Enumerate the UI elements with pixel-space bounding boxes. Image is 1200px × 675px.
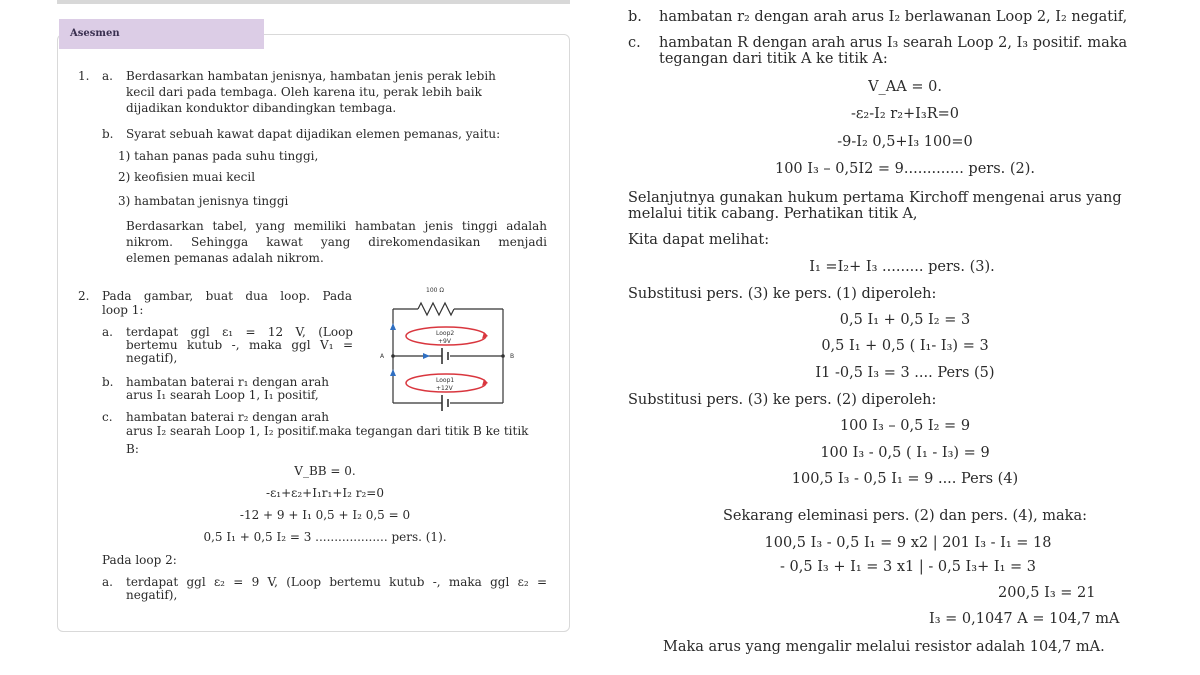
right-c-line2: tegangan dari titik A ke titik A: [659, 51, 888, 67]
node-b-label: B [510, 353, 515, 360]
tab-label: Asesmen [70, 28, 120, 39]
node-a-dot [391, 354, 395, 358]
q2-b-line2: arus I₁ searah Loop 1, I₁ positif, [126, 388, 319, 402]
q1-b-letter: b. [102, 127, 114, 141]
right-c-letter: c. [628, 35, 641, 51]
elimination-row-2: - 0,5 I₃ + I₁ = 3 x1 | - 0,5 I₃+ I₁ = 3 [780, 559, 1036, 575]
current-arrow-bottom-left [390, 369, 396, 376]
q1-a-line3: dijadikan konduktor dibandingkan tembaga. [126, 101, 397, 115]
substitusi-1: Substitusi pers. (3) ke pers. (1) diperoleh: [628, 286, 937, 302]
emf1-text: +12V [436, 385, 453, 392]
eq-pers-5: I1 -0,5 I₃ = 3 .... Pers (5) [815, 365, 995, 381]
kita-melihat: Kita dapat melihat: [628, 232, 770, 248]
kirchhoff-line2: melalui titik cabang. Perhatikan titik A, [628, 206, 918, 222]
loop2-label: Pada loop 2: [102, 553, 177, 567]
emf2-text: +9V [438, 338, 451, 345]
node-b-dot [501, 354, 505, 358]
q2-intro-line1: Pada gambar, buat dua loop. Pada [102, 289, 352, 303]
assessment-tab [59, 19, 264, 49]
eq-vaa: V_AA = 0. [868, 79, 942, 95]
eq-pers-1: 0,5 I₁ + 0,5 I₂ = 3 ................... pers. (1). [203, 530, 447, 544]
q2-number: 2. [78, 289, 90, 303]
right-b-letter: b. [628, 9, 642, 25]
eq-pers-3: I₁ =I₂+ I₃ ......... pers. (3). [809, 259, 995, 275]
eq-loop2-kvl: -ε₂-I₂ r₂+I₃R=0 [851, 106, 959, 122]
q1-item-3: 3) hambatan jenisnya tinggi [118, 194, 289, 208]
eq-pers-2: 100 I₃ – 0,5I2 = 9............. pers. (2). [774, 161, 1036, 177]
eq-sub1-a: 0,5 I₁ + 0,5 I₂ = 3 [839, 312, 971, 328]
q1-item-2: 2) keofisien muai kecil [118, 170, 256, 184]
elimination-row-1: 100,5 I₃ - 0,5 I₁ = 9 x2 | 201 I₃ - I₁ = 18 [764, 535, 1052, 551]
q2-intro-line2: loop 1: [102, 303, 144, 317]
q1-a-letter: a. [102, 69, 113, 83]
q2-a-letter: a. [102, 325, 113, 339]
top-divider [57, 0, 570, 4]
q2-c-letter: c. [102, 410, 113, 424]
q1-item-1: 1) tahan panas pada suhu tinggi, [118, 149, 319, 163]
loop2-a-letter: a. [102, 575, 113, 589]
result-current: I₃ = 0,1047 A = 104,7 mA [929, 611, 1120, 627]
eq-loop1-kvl: -ε₁+ε₂+I₁r₁+I₂ r₂=0 [266, 486, 384, 500]
result-sum: 200,5 I₃ = 21 [998, 585, 1096, 601]
q1-number: 1. [78, 69, 90, 83]
q1-conclusion-line3: elemen pemanas adalah nikrom. [126, 251, 324, 265]
q2-c-line1: hambatan baterai r₂ dengan arah [126, 410, 329, 424]
right-b-text: hambatan r₂ dengan arah arus I₂ berlawanan Loop 2, I₂ negatif, [659, 9, 1128, 25]
q2-a-line3: negatif), [126, 351, 178, 365]
q2-c-line2: arus I₂ searah Loop 1, I₂ positif.maka tegangan dari titik B ke titik [126, 424, 529, 438]
resistor-label: 100 Ω [426, 287, 444, 294]
final-conclusion: Maka arus yang mengalir melalui resistor adalah 104,7 mA. [663, 639, 1105, 655]
eq-sub2-b: 100 I₃ - 0,5 ( I₁ - I₃) = 9 [820, 445, 990, 461]
eq-vbb: V_BB = 0. [294, 464, 356, 478]
loop2-a-line2: negatif), [126, 588, 178, 602]
q2-a-line2: bertemu kutub -, maka ggl V₁ = [126, 338, 353, 352]
q2-b-line1: hambatan baterai r₁ dengan arah [126, 375, 329, 389]
current-arrow-middle [423, 353, 430, 359]
eq-sub1-b: 0,5 I₁ + 0,5 ( I₁- I₃) = 3 [821, 338, 989, 354]
eq-loop2-numeric: -9-I₂ 0,5+I₃ 100=0 [837, 134, 973, 150]
resistor-100-ohm [418, 303, 454, 315]
eq-sub2-a: 100 I₃ – 0,5 I₂ = 9 [839, 418, 971, 434]
q1-b-text: Syarat sebuah kawat dapat dijadikan elemen pemanas, yaitu: [126, 127, 501, 141]
loop2-text: Loop2 [436, 330, 455, 337]
elimination-label: Sekarang eleminasi pers. (2) dan pers. (4), maka: [722, 508, 1088, 524]
current-arrow-top-left [390, 323, 396, 330]
q2-a-line1: terdapat ggl ε₁ = 12 V, (Loop [126, 325, 353, 339]
loop1-text: Loop1 [436, 377, 455, 384]
q2-c-line3: B: [126, 442, 139, 456]
q1-conclusion-line1: Berdasarkan tabel, yang memiliki hambatan jenis tinggi adalah [126, 219, 547, 233]
eq-pers-4: 100,5 I₃ - 0,5 I₁ = 9 .... Pers (4) [791, 471, 1019, 487]
substitusi-2: Substitusi pers. (3) ke pers. (2) diperoleh: [628, 392, 937, 408]
q1-a-line1: Berdasarkan hambatan jenisnya, hambatan jenis perak lebih [126, 69, 496, 83]
kirchhoff-line1: Selanjutnya gunakan hukum pertama Kirchoff mengenai arus yang [628, 190, 1122, 206]
eq-loop1-numeric: -12 + 9 + I₁ 0,5 + I₂ 0,5 = 0 [239, 508, 411, 522]
right-c-line1: hambatan R dengan arah arus I₃ searah Loop 2, I₃ positif. maka [659, 35, 1128, 51]
q2-b-letter: b. [102, 375, 114, 389]
q1-a-line2: kecil dari pada tembaga. Oleh karena itu, perak lebih baik [126, 85, 482, 99]
loop2-a-line1: terdapat ggl ε₂ = 9 V, (Loop bertemu kutub -, maka ggl ε₂ = [126, 575, 547, 589]
circuit-diagram [378, 282, 518, 412]
node-a-label: A [380, 353, 385, 360]
q1-conclusion-line2: nikrom. Sehingga kawat yang direkomendasikan menjadi [126, 235, 547, 249]
